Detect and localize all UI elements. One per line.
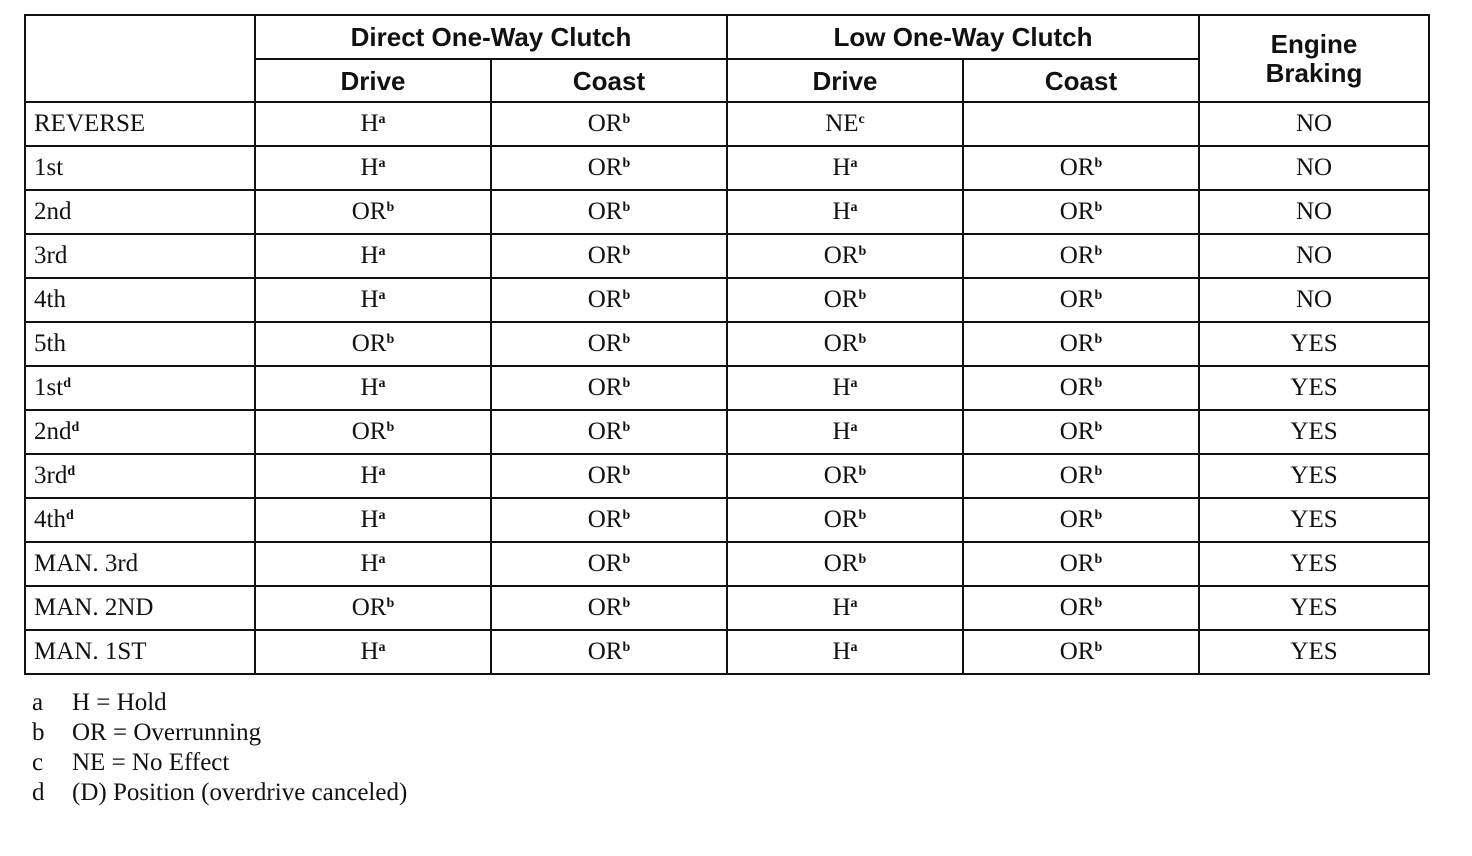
cell-direct-coast <box>491 322 727 366</box>
row-label-cell <box>25 102 255 146</box>
cell-value: H <box>832 374 851 401</box>
cell-direct-drive <box>255 454 491 498</box>
row-label-cell <box>25 234 255 278</box>
cell-value: NE <box>825 110 859 137</box>
cell-footnote-mark: b <box>858 508 867 523</box>
table-row <box>25 322 1429 366</box>
table-row <box>25 454 1429 498</box>
cell-direct-coast <box>491 278 727 322</box>
cell-value: OR <box>823 462 859 489</box>
cell-low-coast <box>963 234 1199 278</box>
cell-value: H <box>360 154 379 181</box>
cell-value: OR <box>1059 286 1095 313</box>
row-label: MAN. 1ST <box>34 638 147 665</box>
row-label-cell <box>25 322 255 366</box>
header-direct-coast: Coast <box>491 59 727 102</box>
cell-value: OR <box>587 374 623 401</box>
cell-low-drive <box>727 146 963 190</box>
header-engine-braking-line1: Engine <box>1270 28 1358 59</box>
table-row <box>25 366 1429 410</box>
row-label: MAN. 2ND <box>34 594 154 621</box>
cell-value: OR <box>351 418 387 445</box>
header-low-coast: Coast <box>963 59 1199 102</box>
row-label: 1st <box>34 154 64 181</box>
row-label-cell <box>25 366 255 410</box>
cell-direct-drive <box>255 146 491 190</box>
cell-value: OR <box>351 594 387 621</box>
cell-low-coast <box>963 366 1199 410</box>
cell-footnote-mark: a <box>850 640 858 655</box>
cell-low-drive <box>727 498 963 542</box>
header-low-drive: Drive <box>727 59 963 102</box>
row-label: REVERSE <box>34 110 146 137</box>
cell-footnote-mark: b <box>622 596 631 611</box>
row-label-cell <box>25 586 255 630</box>
cell-direct-drive <box>255 278 491 322</box>
cell-engine-braking: YES <box>1199 542 1429 586</box>
cell-direct-coast <box>491 410 727 454</box>
cell-direct-coast <box>491 542 727 586</box>
cell-value: H <box>360 506 379 533</box>
cell-footnote-mark: a <box>378 464 386 479</box>
cell-footnote-mark: b <box>386 200 395 215</box>
row-label: 3rd <box>34 462 68 489</box>
cell-footnote-mark: b <box>1094 200 1103 215</box>
cell-direct-drive <box>255 630 491 674</box>
cell-low-drive <box>727 102 963 146</box>
row-label: 5th <box>34 330 66 357</box>
cell-engine-braking: NO <box>1199 234 1429 278</box>
cell-low-coast <box>963 542 1199 586</box>
cell-direct-coast <box>491 146 727 190</box>
footnote-item <box>32 748 407 778</box>
cell-engine-braking: NO <box>1199 146 1429 190</box>
cell-footnote-mark: a <box>850 596 858 611</box>
row-label-cell <box>25 542 255 586</box>
footnotes <box>32 688 407 808</box>
footnote-item <box>32 688 407 718</box>
row-label: 3rd <box>34 242 68 269</box>
table-row <box>25 278 1429 322</box>
cell-low-coast <box>963 322 1199 366</box>
row-label-cell <box>25 146 255 190</box>
cell-value: OR <box>1059 242 1095 269</box>
cell-value: OR <box>587 418 623 445</box>
table-row <box>25 102 1429 146</box>
cell-engine-braking: YES <box>1199 410 1429 454</box>
cell-engine-braking: YES <box>1199 630 1429 674</box>
table-row <box>25 630 1429 674</box>
cell-value: H <box>360 286 379 313</box>
cell-footnote-mark: b <box>622 244 631 259</box>
cell-footnote-mark: b <box>622 508 631 523</box>
footnote-item <box>32 718 407 748</box>
cell-footnote-mark: b <box>1094 376 1103 391</box>
cell-footnote-mark: b <box>622 640 631 655</box>
row-label-cell <box>25 190 255 234</box>
cell-footnote-mark: b <box>858 332 867 347</box>
cell-footnote-mark: a <box>850 420 858 435</box>
cell-value: OR <box>1059 594 1095 621</box>
cell-value: OR <box>1059 374 1095 401</box>
cell-value: OR <box>823 506 859 533</box>
cell-low-coast <box>963 586 1199 630</box>
cell-low-coast <box>963 102 1199 146</box>
cell-footnote-mark: b <box>386 420 395 435</box>
cell-value: OR <box>587 286 623 313</box>
cell-footnote-mark: a <box>378 288 386 303</box>
row-label: MAN. 3rd <box>34 550 139 577</box>
cell-value: OR <box>1059 550 1095 577</box>
row-label-cell <box>25 630 255 674</box>
cell-footnote-mark: b <box>1094 640 1103 655</box>
cell-value: OR <box>587 110 623 137</box>
cell-value: H <box>832 594 851 621</box>
header-engine-braking <box>1199 15 1429 102</box>
footnote-text: OR = Overrunning <box>72 719 262 746</box>
header-direct-drive: Drive <box>255 59 491 102</box>
row-label-cell <box>25 454 255 498</box>
cell-low-drive <box>727 278 963 322</box>
cell-low-drive <box>727 542 963 586</box>
cell-footnote-mark: a <box>850 156 858 171</box>
row-label-footnote-mark: d <box>65 508 74 523</box>
cell-footnote-mark: c <box>858 112 865 127</box>
cell-footnote-mark: b <box>1094 420 1103 435</box>
footnote-letter: d <box>32 779 45 806</box>
cell-low-drive <box>727 190 963 234</box>
table-header <box>25 15 1429 102</box>
header-direct-one-way-clutch: Direct One-Way Clutch <box>255 15 727 59</box>
cell-direct-coast <box>491 454 727 498</box>
cell-footnote-mark: b <box>858 244 867 259</box>
cell-direct-drive <box>255 102 491 146</box>
cell-value: OR <box>1059 462 1095 489</box>
cell-footnote-mark: b <box>386 332 395 347</box>
clutch-application-table <box>24 14 1430 675</box>
cell-low-drive <box>727 366 963 410</box>
cell-direct-drive <box>255 498 491 542</box>
cell-low-drive <box>727 586 963 630</box>
cell-value: OR <box>587 198 623 225</box>
table-row <box>25 498 1429 542</box>
header-row-groups <box>25 15 1429 59</box>
cell-value: OR <box>823 330 859 357</box>
table-row <box>25 234 1429 278</box>
table-row <box>25 410 1429 454</box>
cell-value: OR <box>823 242 859 269</box>
footnote-text: NE = No Effect <box>72 749 230 776</box>
cell-footnote-mark: b <box>1094 596 1103 611</box>
cell-direct-drive <box>255 190 491 234</box>
cell-value: H <box>360 550 379 577</box>
row-label: 4th <box>34 506 66 533</box>
table-row <box>25 586 1429 630</box>
cell-low-coast <box>963 190 1199 234</box>
cell-low-drive <box>727 410 963 454</box>
cell-value: OR <box>587 462 623 489</box>
cell-engine-braking: YES <box>1199 586 1429 630</box>
cell-footnote-mark: b <box>622 332 631 347</box>
cell-engine-braking: YES <box>1199 498 1429 542</box>
cell-value: H <box>832 638 851 665</box>
cell-value: OR <box>823 286 859 313</box>
cell-low-coast <box>963 146 1199 190</box>
cell-direct-coast <box>491 630 727 674</box>
cell-footnote-mark: b <box>1094 244 1103 259</box>
cell-value: H <box>360 638 379 665</box>
header-engine-braking-line2: Braking <box>1265 57 1363 88</box>
cell-direct-drive <box>255 322 491 366</box>
row-label-cell <box>25 410 255 454</box>
cell-footnote-mark: b <box>622 376 631 391</box>
cell-value: H <box>360 462 379 489</box>
cell-direct-drive <box>255 366 491 410</box>
row-label-cell <box>25 278 255 322</box>
footnote-letter: a <box>32 689 44 716</box>
cell-footnote-mark: b <box>1094 288 1103 303</box>
footnote-item <box>32 778 407 808</box>
cell-engine-braking: YES <box>1199 366 1429 410</box>
cell-value: OR <box>1059 506 1095 533</box>
cell-direct-coast <box>491 102 727 146</box>
cell-footnote-mark: a <box>378 112 386 127</box>
cell-footnote-mark: b <box>1094 464 1103 479</box>
cell-footnote-mark: a <box>850 200 858 215</box>
header-corner-cell <box>25 15 255 102</box>
cell-direct-drive <box>255 234 491 278</box>
cell-low-coast <box>963 278 1199 322</box>
cell-footnote-mark: a <box>378 156 386 171</box>
cell-footnote-mark: a <box>378 376 386 391</box>
cell-footnote-mark: b <box>622 112 631 127</box>
cell-direct-coast <box>491 498 727 542</box>
cell-value: OR <box>587 330 623 357</box>
cell-value: OR <box>587 594 623 621</box>
footnote-letter: b <box>32 719 45 746</box>
cell-low-drive <box>727 630 963 674</box>
cell-footnote-mark: a <box>378 244 386 259</box>
cell-value: OR <box>587 638 623 665</box>
cell-low-drive <box>727 234 963 278</box>
cell-engine-braking: NO <box>1199 102 1429 146</box>
footnote-text: (D) Position (overdrive canceled) <box>72 779 408 806</box>
cell-engine-braking: NO <box>1199 190 1429 234</box>
cell-value: OR <box>1059 154 1095 181</box>
cell-footnote-mark: a <box>850 376 858 391</box>
cell-direct-coast <box>491 234 727 278</box>
cell-footnote-mark: b <box>858 464 867 479</box>
cell-direct-coast <box>491 190 727 234</box>
row-label: 1st <box>34 374 64 401</box>
table-row <box>25 146 1429 190</box>
cell-footnote-mark: a <box>378 508 386 523</box>
row-label: 2nd <box>34 418 72 445</box>
row-label-footnote-mark: d <box>63 376 71 391</box>
table-row <box>25 190 1429 234</box>
cell-value: OR <box>587 242 623 269</box>
header-low-one-way-clutch: Low One-Way Clutch <box>727 15 1199 59</box>
cell-footnote-mark: a <box>378 552 386 567</box>
cell-direct-coast <box>491 366 727 410</box>
cell-footnote-mark: b <box>622 288 631 303</box>
footnote-letter: c <box>32 749 44 776</box>
row-label: 2nd <box>34 198 72 225</box>
cell-value: OR <box>587 154 623 181</box>
cell-value: H <box>832 418 851 445</box>
row-label-footnote-mark: d <box>67 464 76 479</box>
cell-direct-drive <box>255 542 491 586</box>
cell-engine-braking: YES <box>1199 322 1429 366</box>
row-label: 4th <box>34 286 66 313</box>
table-body <box>25 102 1429 674</box>
cell-value: OR <box>1059 418 1095 445</box>
row-label-cell <box>25 498 255 542</box>
cell-low-coast <box>963 454 1199 498</box>
cell-direct-coast <box>491 586 727 630</box>
cell-low-coast <box>963 630 1199 674</box>
cell-value: OR <box>587 550 623 577</box>
cell-low-coast <box>963 410 1199 454</box>
cell-value: H <box>832 154 851 181</box>
cell-value: OR <box>823 550 859 577</box>
cell-footnote-mark: b <box>1094 156 1103 171</box>
cell-footnote-mark: b <box>622 200 631 215</box>
cell-footnote-mark: b <box>1094 552 1103 567</box>
cell-value: OR <box>1059 198 1095 225</box>
cell-footnote-mark: a <box>378 640 386 655</box>
cell-low-drive <box>727 454 963 498</box>
table-row <box>25 542 1429 586</box>
cell-direct-drive <box>255 586 491 630</box>
cell-footnote-mark: b <box>622 156 631 171</box>
cell-engine-braking: NO <box>1199 278 1429 322</box>
cell-footnote-mark: b <box>622 464 631 479</box>
cell-footnote-mark: b <box>622 552 631 567</box>
cell-value: OR <box>1059 638 1095 665</box>
row-label-footnote-mark: d <box>71 420 80 435</box>
cell-footnote-mark: b <box>386 596 395 611</box>
footnote-text: H = Hold <box>72 689 167 716</box>
cell-engine-braking: YES <box>1199 454 1429 498</box>
cell-direct-drive <box>255 410 491 454</box>
cell-value: OR <box>587 506 623 533</box>
cell-value: H <box>832 198 851 225</box>
cell-value: OR <box>351 198 387 225</box>
cell-value: H <box>360 242 379 269</box>
cell-value: OR <box>1059 330 1095 357</box>
cell-footnote-mark: b <box>622 420 631 435</box>
cell-value: OR <box>351 330 387 357</box>
cell-footnote-mark: b <box>1094 332 1103 347</box>
cell-footnote-mark: b <box>858 552 867 567</box>
cell-footnote-mark: b <box>858 288 867 303</box>
cell-low-drive <box>727 322 963 366</box>
cell-value: H <box>360 110 379 137</box>
cell-low-coast <box>963 498 1199 542</box>
cell-footnote-mark: b <box>1094 508 1103 523</box>
cell-value: H <box>360 374 379 401</box>
